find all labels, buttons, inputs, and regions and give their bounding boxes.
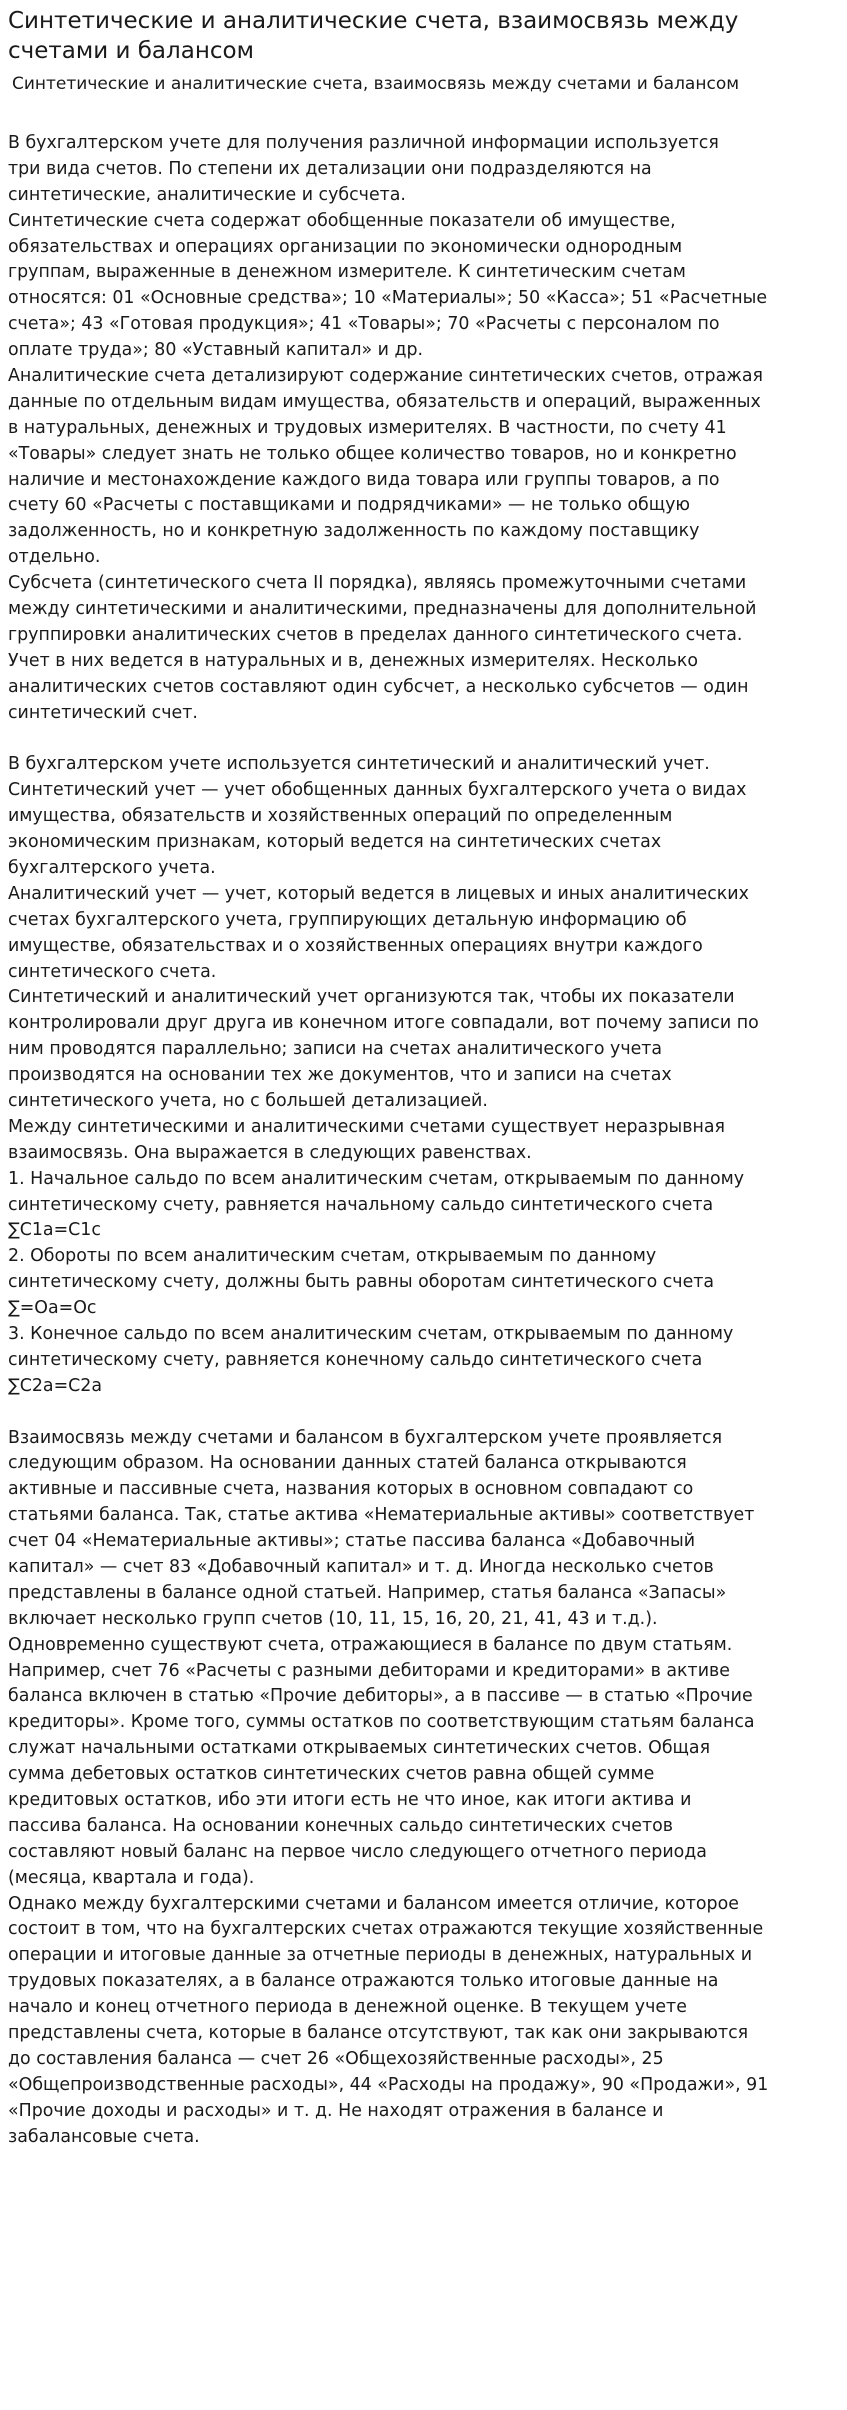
text-line: ∑=Оа=Ос	[8, 1298, 97, 1319]
text-line: обязательствах и операциях организации по экономически однородным	[8, 236, 683, 257]
text-line: В бухгалтерском учете используется синтетический и аналитический учет.	[8, 754, 710, 775]
text-line: операции и итоговые данные за отчетные периоды в денежных, натуральных и	[8, 1945, 753, 1966]
text-line: Синтетический учет — учет обобщенных данных бухгалтерского учета о видах	[8, 780, 747, 801]
text-line: синтетическому счету, равняется начальному сальдо синтетического счета	[8, 1194, 714, 1215]
text-line: баланса включен в статью «Прочие дебиторы», а в пассиве — в статью «Прочие	[8, 1686, 753, 1707]
paragraph-spacer	[8, 726, 839, 752]
text-line: представлены счета, которые в балансе отсутствуют, так как они закрываются	[8, 2023, 749, 2044]
text-line: три вида счетов. По степени их детализации они подразделяются на	[8, 158, 652, 179]
text-line: Между синтетическими и аналитическими счетами существует неразрывная	[8, 1116, 725, 1137]
text-line: синтетические, аналитические и субсчета.	[8, 184, 406, 205]
text-line: представлены в балансе одной статьей. Например, статья баланса «Запасы»	[8, 1582, 727, 1603]
text-line: активные и пассивные счета, названия которых в основном совпадают со	[8, 1479, 694, 1500]
text-line: сумма дебетовых остатков синтетических счетов равна общей сумме	[8, 1764, 655, 1785]
text-line: состоит в том, что на бухгалтерских счетах отражаются текущие хозяйственные	[8, 1919, 764, 1940]
text-line: начало и конец отчетного периода в денежной оценке. В текущем учете	[8, 1997, 687, 2018]
text-line: счет 04 «Нематериальные активы»; статье пассива баланса «Добавочный	[8, 1531, 696, 1552]
text-line: Аналитические счета детализируют содержание синтетических счетов, отражая	[8, 366, 764, 387]
text-line: ∑С1а=С1с	[8, 1220, 101, 1241]
text-line: отдельно.	[8, 547, 101, 568]
text-line: Аналитический учет — учет, который ведется в лицевых и иных аналитических	[8, 883, 749, 904]
text-line: взаимосвязь. Она выражается в следующих равенствах.	[8, 1142, 532, 1163]
text-line: кредиторы». Кроме того, суммы остатков по соответствующим статьям баланса	[8, 1712, 755, 1733]
text-line: экономическим признакам, который ведется на синтетических счетах	[8, 832, 662, 853]
text-line: счета»; 43 «Готовая продукция»; 41 «Товары»; 70 «Расчеты с персоналом по	[8, 314, 720, 335]
text-line: служат начальными остатками открываемых синтетических счетов. Общая	[8, 1738, 711, 1759]
text-line: группировки аналитических счетов в пределах данного синтетического счета.	[8, 624, 743, 645]
text-line: данные по отдельным видам имущества, обязательств и операций, выраженных	[8, 391, 761, 412]
article-body	[8, 131, 839, 2150]
text-line: имуществе, обязательствах и о хозяйственных операциях внутри каждого	[8, 935, 703, 956]
text-line: относятся: 01 «Основные средства»; 10 «Материалы»; 50 «Касса»; 51 «Расчетные	[8, 288, 768, 309]
text-line: имущества, обязательств и хозяйственных операций по определенным	[8, 806, 673, 827]
text-line: ∑С2а=С2а	[8, 1375, 103, 1396]
text-line: следующим образом. На основании данных статей баланса открываются	[8, 1453, 687, 1474]
page-title: Синтетические и аналитические счета, взаимосвязь между счетами и балансом	[8, 8, 739, 64]
text-line: (месяца, квартала и года).	[8, 1867, 255, 1888]
text-line: Взаимосвязь между счетами и балансом в бухгалтерском учете проявляется	[8, 1427, 723, 1448]
text-line: счету 60 «Расчеты с поставщиками и подрядчиками» — не только общую	[8, 495, 691, 516]
text-line: 3. Конечное сальдо по всем аналитическим счетам, открываемым по данному	[8, 1323, 734, 1344]
text-line: бухгалтерского учета.	[8, 857, 216, 878]
text-line: группам, выраженные в денежном измерителе. К синтетическим счетам	[8, 262, 686, 283]
text-line: Одновременно существуют счета, отражающиеся в балансе по двум статьям.	[8, 1634, 733, 1655]
text-line: забалансовые счета.	[8, 2126, 200, 2147]
text-line: контролировали друг друга ив конечном итоге совпадали, вот почему записи по	[8, 1013, 759, 1034]
text-line: синтетическому счету, должны быть равны оборотам синтетического счета	[8, 1272, 715, 1293]
text-line: капитал» — счет 83 «Добавочный капитал» и т. д. Иногда несколько счетов	[8, 1556, 714, 1577]
text-line: кредитовых остатков, ибо эти итоги есть не что иное, как итоги актива и	[8, 1790, 692, 1810]
text-line: синтетическому счету, равняется конечному сальдо синтетического счета	[8, 1349, 703, 1370]
text-line: «Товары» следует знать не только общее количество товаров, но и конкретно	[8, 443, 737, 464]
text-line: производятся на основании тех же документов, что и записи на счетах	[8, 1065, 672, 1086]
text-line: Учет в них ведется в натуральных и в, денежных измерителях. Несколько	[8, 650, 699, 671]
text-line: статьями баланса. Так, статье актива «Нематериальные активы» соответствует	[8, 1505, 755, 1526]
text-line: «Прочие доходы и расходы» и т. д. Не находят отражения в балансе и	[8, 2100, 664, 2121]
text-line: счетах бухгалтерского учета, группирующих детальную информацию об	[8, 909, 687, 930]
text-line: трудовых показателях, а в балансе отражаются только итоговые данные на	[8, 1971, 719, 1992]
text-line: Субсчета (синтетического счета II порядка), являясь промежуточными счетами	[8, 573, 747, 594]
text-line: наличие и местонахождение каждого вида товара или группы товаров, а по	[8, 469, 720, 490]
text-line: синтетический счет.	[8, 702, 198, 723]
text-line: синтетического учета, но с большей детализацией.	[8, 1090, 488, 1111]
text-line: Однако между бухгалтерскими счетами и балансом имеется отличие, которое	[8, 1893, 739, 1914]
text-line: В бухгалтерском учете для получения различной информации используется	[8, 133, 719, 153]
text-line: в натуральных, денежных и трудовых измерителях. В частности, по счету 41	[8, 417, 727, 438]
paragraph-spacer	[8, 1400, 839, 1426]
text-line: Например, счет 76 «Расчеты с разными дебиторами и кредиторами» в активе	[8, 1660, 730, 1681]
text-line: оплате труда»; 80 «Уставный капитал» и др.	[8, 340, 424, 361]
text-line: 1. Начальное сальдо по всем аналитическим счетам, открываемым по данному	[8, 1168, 745, 1189]
text-line: 2. Обороты по всем аналитическим счетам, открываемым по данному	[8, 1246, 657, 1267]
text-line: между синтетическими и аналитическими, предназначены для дополнительной	[8, 599, 757, 620]
text-line: Синтетические счета содержат обобщенные показатели об имуществе,	[8, 210, 676, 231]
text-line: пассива баланса. На основании конечных сальдо синтетических счетов	[8, 1815, 673, 1836]
text-line: аналитических счетов составляют один субсчет, а несколько субсчетов — один	[8, 676, 749, 697]
text-line: составляют новый баланс на первое число следующего отчетного периода	[8, 1841, 707, 1862]
text-line: «Общепроизводственные расходы», 44 «Расходы на продажу», 90 «Продажи», 91	[8, 2074, 769, 2095]
text-line: до составления баланса — счет 26 «Общехозяйственные расходы», 25	[8, 2048, 664, 2069]
text-line: включает несколько групп счетов (10, 11, 15, 16, 20, 21, 41, 43 и т.д.).	[8, 1608, 658, 1629]
page-subtitle: Синтетические и аналитические счета, взаимосвязь между счетами и балансом	[12, 74, 740, 94]
text-line: синтетического счета.	[8, 961, 217, 982]
text-line: Синтетический и аналитический учет организуются так, чтобы их показатели	[8, 987, 735, 1008]
text-line: ним проводятся параллельно; записи на счетах аналитического учета	[8, 1039, 663, 1060]
text-line: задолженность, но и конкретную задолженность по каждому поставщику	[8, 521, 700, 542]
